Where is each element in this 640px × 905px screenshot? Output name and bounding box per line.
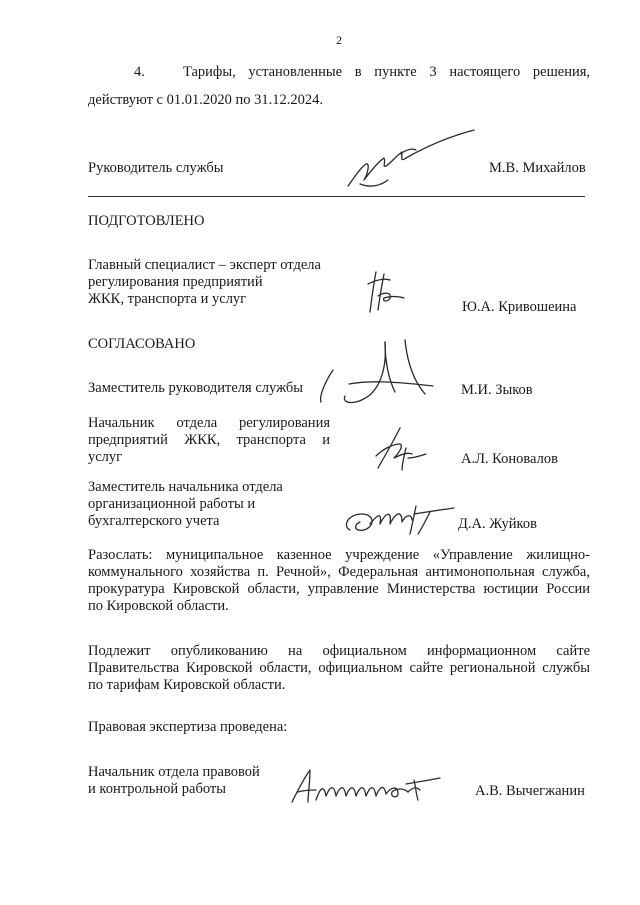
legal-review-signature-icon — [286, 766, 444, 806]
agreed-signer-3-title-line-3: бухгалтерского учета — [88, 513, 220, 529]
prepared-name: Ю.А. Кривошеина — [462, 299, 577, 315]
distribution-line-3: прокуратура Кировской области, управление Министерства юстиции России — [88, 581, 590, 597]
prepared-title-line-2: регулирования предприятий — [88, 274, 263, 290]
paragraph-4-text: Тарифы, установленные в пункте 3 настоящего решения, — [182, 64, 591, 80]
agreed-signer-3-name: Д.А. Жуйков — [458, 516, 537, 532]
agreed-signer-1-signature-icon — [315, 336, 443, 408]
page-number: 2 — [336, 33, 342, 47]
paragraph-4-number: 4. — [134, 64, 145, 80]
legal-review-title-line-1: Начальник отдела правовой — [88, 764, 260, 780]
agreed-signer-2-title — [88, 415, 330, 466]
publication-line-3: по тарифам Кировской области. — [88, 677, 286, 693]
legal-review-title-line-2: и контрольной работы — [88, 781, 226, 797]
agreed-signer-2-title-line-2: предприятий ЖКК, транспорта и — [88, 432, 330, 448]
distribution-line-4: по Кировской области. — [88, 598, 229, 614]
distribution-line-2: коммунального хозяйства п. Речной», Федеральная антимонопольная служба, — [88, 564, 590, 580]
distribution-paragraph — [88, 547, 590, 615]
agreed-signer-3-title-line-2: организационной работы и — [88, 496, 256, 512]
agreed-heading: СОГЛАСОВАНО — [88, 336, 196, 352]
head-title: Руководитель службы — [88, 160, 224, 176]
paragraph-4-line-1 — [88, 64, 590, 81]
legal-review-text: Правовая экспертиза проведена: — [88, 719, 288, 735]
agreed-signer-1-title: Заместитель руководителя службы — [88, 380, 304, 396]
head-signature-icon — [340, 128, 480, 196]
publication-line-1: Подлежит опубликованию на официальном информационном сайте — [88, 643, 590, 659]
legal-review-name: А.В. Вычегжанин — [475, 783, 585, 799]
publication-line-2: Правительства Кировской области, официальном сайте региональной службы — [88, 660, 590, 676]
agreed-signer-2-name: А.Л. Коновалов — [461, 451, 558, 467]
prepared-heading: ПОДГОТОВЛЕНО — [88, 213, 205, 229]
publication-paragraph — [88, 643, 590, 694]
agreed-signer-3-title-line-1: Заместитель начальника отдела — [88, 479, 283, 495]
distribution-line-1: Разослать: муниципальное казенное учреждение «Управление жилищно- — [88, 547, 590, 563]
signature-divider — [88, 196, 585, 197]
agreed-signer-3-signature-icon — [340, 500, 458, 540]
agreed-signer-2-title-line-1: Начальник отдела регулирования — [88, 415, 330, 431]
agreed-signer-2-signature-icon — [372, 424, 428, 474]
agreed-signer-1-name: М.И. Зыков — [461, 382, 533, 398]
prepared-title-line-1: Главный специалист – эксперт отдела — [88, 257, 321, 273]
prepared-signature-icon — [362, 266, 410, 318]
agreed-signer-2-title-line-3: услуг — [88, 449, 123, 465]
paragraph-4-line-2: действуют с 01.01.2020 по 31.12.2024. — [88, 92, 323, 108]
head-name: М.В. Михайлов — [489, 160, 586, 176]
prepared-title-line-3: ЖКК, транспорта и услуг — [88, 291, 247, 307]
